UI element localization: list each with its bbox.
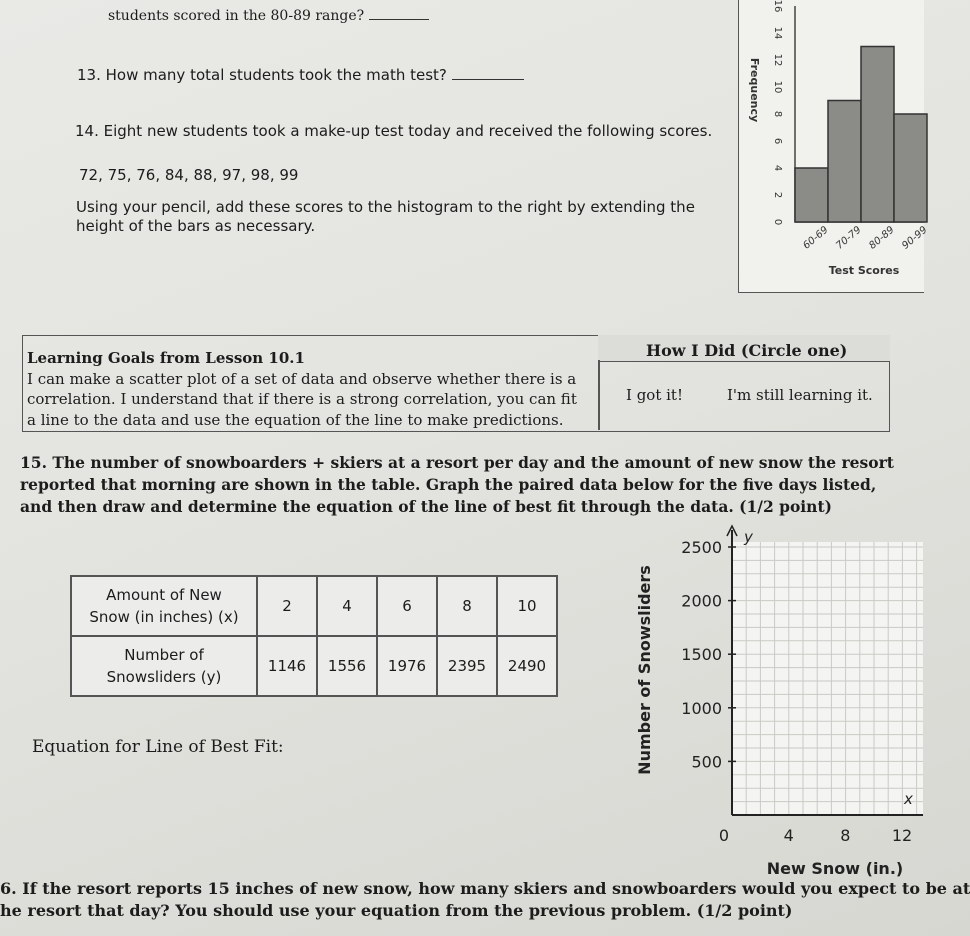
scatter-y-tick-label: 500 <box>691 752 722 772</box>
histogram-chart[interactable] <box>739 0 930 292</box>
self-assessment-option-still-learning[interactable]: I'm still learning it. <box>727 386 873 404</box>
question-13 <box>77 66 524 84</box>
scatter-y-tick-label: 2500 <box>681 538 722 557</box>
table-cell: 1146 <box>257 636 317 696</box>
scatter-x-tick-label: 4 <box>783 826 794 845</box>
table-header-text: Snowsliders (y) <box>106 668 222 686</box>
histogram-y-tick-label: 2 <box>772 191 783 199</box>
table-cell: 1556 <box>317 636 377 696</box>
table-cell: 4 <box>317 576 377 636</box>
question-16-text <box>0 878 970 922</box>
table-header-text: Amount of New <box>106 586 222 604</box>
table-row <box>71 636 557 696</box>
table-cell: 10 <box>497 576 557 636</box>
histogram-bar <box>795 168 828 222</box>
question-13-text: 13. How many total students took the math test? <box>77 66 447 84</box>
histogram-x-tick-label: 60-69 <box>801 224 831 252</box>
scatter-x-axis-label: New Snow (in.) <box>766 859 904 878</box>
learning-goals-title: Learning Goals from Lesson 10.1 <box>27 349 305 367</box>
histogram-panel <box>738 0 930 293</box>
histogram-y-tick-label: 8 <box>772 110 783 118</box>
question-12-label: students scored in the 80-89 range? <box>108 8 365 24</box>
table-row-header <box>71 636 257 696</box>
self-assessment-option-got-it[interactable]: I got it! <box>626 386 683 404</box>
histogram-bar <box>894 114 927 222</box>
equation-label: Equation for Line of Best Fit: <box>32 737 284 757</box>
question-16-line: he resort that day? You should use your equation from the previous problem. (1/2 point) <box>0 901 793 920</box>
question-15-text <box>20 452 900 518</box>
histogram-x-axis-label: Test Scores <box>828 264 900 277</box>
answer-blank-12[interactable] <box>369 19 429 20</box>
learning-goal-line: correlation. I understand that if there is a strong correlation, you can fit <box>27 390 577 408</box>
table-cell: 1976 <box>377 636 437 696</box>
question-16-line: 6. If the resort reports 15 inches of new snow, how many skiers and snowboarders would you expect to be at <box>0 879 970 898</box>
table-cell: 6 <box>377 576 437 636</box>
histogram-y-tick-label: 14 <box>772 26 783 40</box>
snow-data-table <box>70 575 558 697</box>
question-14-instruction: Using your pencil, add these scores to the histogram to the right by extending the height of the bars as necessary. <box>76 198 695 235</box>
table-row-header <box>71 576 257 636</box>
question-14-scores: 72, 75, 76, 84, 88, 97, 98, 99 <box>79 166 299 184</box>
question-14-text: 14. Eight new students took a make-up test today and received the following scores. <box>75 122 713 140</box>
scatter-x-tick-label: 8 <box>840 826 851 845</box>
scatter-x-letter: x <box>904 790 913 808</box>
scatter-origin-label: 0 <box>718 826 730 845</box>
histogram-y-tick-label: 12 <box>772 53 783 67</box>
scatter-y-tick-label: 2000 <box>681 591 722 611</box>
histogram-bar <box>861 47 894 223</box>
question-12-text <box>108 8 429 24</box>
histogram-y-tick-label: 6 <box>772 137 783 145</box>
scatter-y-tick-label: 1000 <box>681 698 722 718</box>
table-header-text: Snow (in inches) (x) <box>89 608 239 626</box>
scatter-plot-grid[interactable] <box>620 520 923 882</box>
table-cell: 8 <box>437 576 497 636</box>
table-row <box>71 576 557 636</box>
histogram-x-tick-label: 90-99 <box>900 224 930 252</box>
learning-goal-line: a line to the data and use the equation of the line to make predictions. <box>27 410 564 429</box>
learning-goal-line: I can make a scatter plot of a set of data and observe whether there is a <box>27 369 577 388</box>
table-cell: 2 <box>257 576 317 636</box>
table-cell: 2490 <box>497 636 557 696</box>
scatter-y-axis-label: Number of Snowsliders <box>635 565 654 775</box>
question-15-prompt: 15. The number of snowboarders + skiers at a resort per day and the amount of new snow the resort reported that morning are shown in the table. Graph the paired data below for the five days listed, and then draw and determine the equation of the line of best fit through the data. (1/2 point) <box>20 453 894 516</box>
scatter-x-tick-label: 12 <box>891 826 913 845</box>
table-cell: 2395 <box>437 636 497 696</box>
histogram-x-tick-label: 80-89 <box>867 224 897 252</box>
histogram-x-tick-label: 70-79 <box>834 224 864 252</box>
histogram-y-tick-label: 16 <box>772 0 783 13</box>
histogram-y-tick-label: 0 <box>772 218 783 226</box>
learning-goals-text <box>27 348 597 430</box>
histogram-y-tick-label: 10 <box>772 80 783 94</box>
histogram-y-axis-label: Frequency <box>748 57 761 123</box>
table-header-text: Number of <box>124 646 204 664</box>
histogram-y-tick-label: 4 <box>772 164 783 172</box>
histogram-bar <box>828 101 861 223</box>
scatter-y-tick-label: 1500 <box>681 645 722 665</box>
how-i-did-title: How I Did (Circle one) <box>646 341 848 360</box>
answer-blank-13[interactable] <box>452 79 524 80</box>
goals-divider <box>598 360 600 430</box>
scatter-y-letter: y <box>744 528 753 546</box>
